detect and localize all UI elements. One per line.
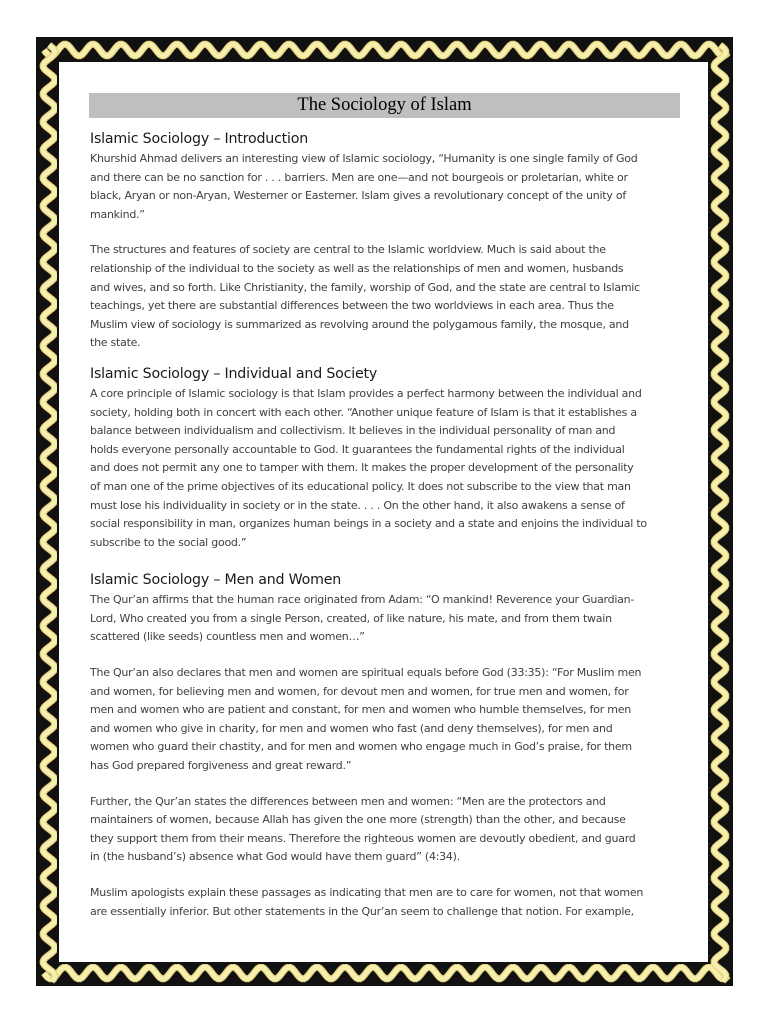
border-wave <box>44 967 728 979</box>
section-heading-men-women: Islamic Sociology – Men and Women <box>90 572 342 589</box>
paragraph: Khurshid Ahmad delivers an interesting view of Islamic sociology, “Humanity is one single family of God and there can be no sanction for . . . barriers. Men are one—and not bourgeois or proletarian, white or black, Aryan or non-Aryan, Westerner or Easterner. Islam gives a revolutionary concept of the unity of mankind.” <box>90 152 638 221</box>
paragraph: The Qur’an also declares that men and women are spiritual equals before God (33:35): “For Muslim men and women, for believing men and women, for devout men and women, for true men and women, for men and women who are patient and constant, for men and women who humble themselves, for men and women who give in charity, for men and women who fast (and deny themselves), for men and women who guard their chastity, and for men and women who engage much in God’s praise, for them has God prepared forgiveness and great reward.” <box>90 666 642 773</box>
paragraph: The Qur’an affirms that the human race originated from Adam: “O mankind! Reverence your Guardian- Lord, Who created you from a single Person, created, of like nature, his mate, and from them twain scattered (like seeds) countless men and women…” <box>90 593 635 644</box>
page-title: The Sociology of Islam <box>89 93 680 118</box>
paragraph: A core principle of Islamic sociology is that Islam provides a perfect harmony between the individual and society, holding both in concert with each other. “Another unique feature of Islam is that it establishes a balance between individualism and collectivism. It believes in the individual personality of man and holds everyone personally accountable to God. It guarantees the fundamental rights of the individual and does not permit any one to tamper with them. It makes the proper development of the personality of man one of the prime objectives of its educational policy. It does not subscribe to the view that man must lose his individuality in society or in the state. . . . On the other hand, it also awakens a sense of social responsibility in man, organizes human beings in a society and a state and enjoins the individual to subscribe to the social good.” <box>90 386 647 549</box>
paragraph: Muslim apologists explain these passages as indicating that men are to care for women, not that women are essentially inferior. But other statements in the Qur’an seem to challenge that notion. For example, <box>90 886 644 918</box>
border-wave <box>44 44 728 56</box>
section-heading-introduction: Islamic Sociology – Introduction <box>90 131 309 147</box>
document-body <box>90 128 680 921</box>
paragraph: Further, the Qur’an states the differences between men and women: “Men are the protectors and maintainers of women, because Allah has given the one more (strength) than the other, and because they support them from their means. Therefore the righteous women are devoutly obedient, and guard in (the husband’s) absence what God would have them guard” (4:34). <box>90 794 636 864</box>
section-heading-individual-society: Islamic Sociology – Individual and Society <box>90 365 378 382</box>
paragraph: The structures and features of society are central to the Islamic worldview. Much is said about the relationship of the individual to the society as well as the relationships of men and women, husbands and wives, and so forth. Like Christianity, the family, worship of God, and the state are central to Islamic teachings, yet there are substantial differences between the two worldviews in each area. Thus the Muslim view of sociology is summarized as revolving around the polygamous family, the mosque, and the state. <box>90 243 640 350</box>
